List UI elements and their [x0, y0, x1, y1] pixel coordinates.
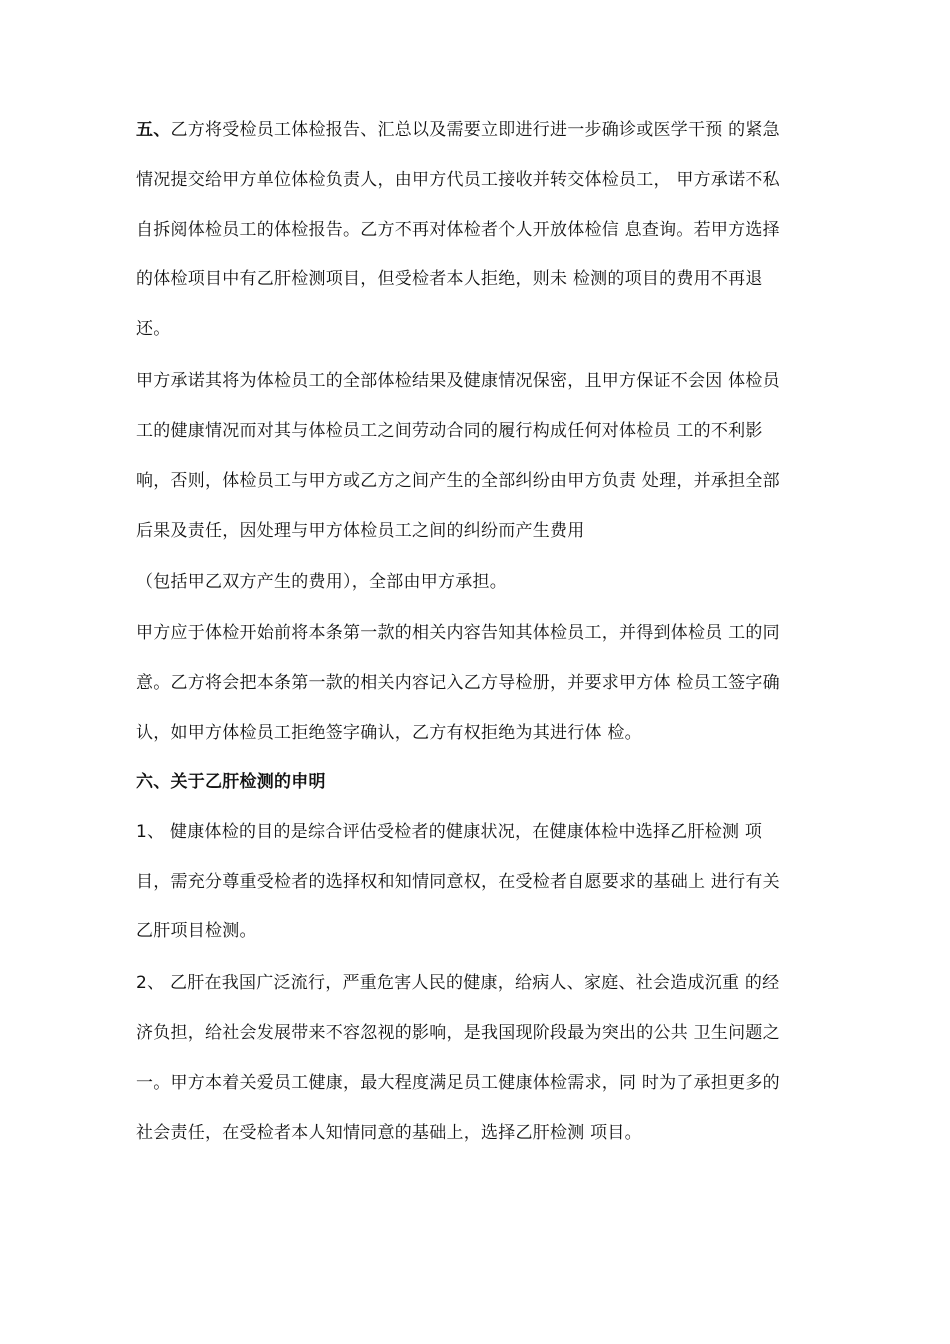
item-1-line-3: [136, 919, 257, 943]
item-2-line-4: [136, 1121, 642, 1145]
section-5-line-1: [136, 118, 780, 142]
line-text: 目，需充分尊重受检者的选择权和知情同意权，在受检者自愿要求的基础上 进行有关: [136, 872, 780, 892]
line-text: 的体检项目中有乙肝检测项目，但受检者本人拒绝，则未 检测的项目的费用不再退: [136, 269, 763, 289]
line-text: 2、 乙肝在我国广泛流行，严重危害人民的健康，给病人、家庭、社会造成沉重 的经: [136, 973, 780, 993]
item-1-line-1: [136, 820, 762, 844]
line-text: 一。甲方本着关爱员工健康，最大程度满足员工健康体检需求，同 时为了承担更多的: [136, 1073, 780, 1093]
confidentiality-line-3: [136, 469, 780, 493]
confidentiality-line-2: [136, 419, 763, 443]
line-text: 后果及责任，因处理与甲方体检员工之间的纠纷而产生费用: [136, 521, 585, 541]
item-2-line-1: [136, 971, 779, 995]
section-5-heading: 五、: [136, 120, 171, 140]
line-text: 乙肝项目检测。: [136, 921, 257, 941]
notice-line-1: [136, 621, 780, 645]
line-text: 工的健康情况而对其与体检员工之间劳动合同的履行构成任何对体检员 工的不利影: [136, 421, 763, 441]
section-5-line-2: [136, 168, 780, 192]
item-2-line-2: [136, 1021, 780, 1045]
line-text: 认，如甲方体检员工拒绝签字确认，乙方有权拒绝为其进行体 检。: [136, 723, 642, 743]
line-text: 自拆阅体检员工的体检报告。乙方不再对体检者个人开放体检信 息查询。若甲方选择: [136, 220, 780, 240]
notice-line-2: [136, 671, 780, 695]
line-text: 济负担，给社会发展带来不容忽视的影响，是我国现阶段最为突出的公共 卫生问题之: [136, 1023, 780, 1043]
section-6-heading: [136, 770, 326, 794]
line-text: 甲方承诺其将为体检员工的全部体检结果及健康情况保密，且甲方保证不会因 体检员: [136, 371, 780, 391]
confidentiality-line-1: [136, 369, 780, 393]
confidentiality-line-4: [136, 519, 585, 543]
line-text: 乙方将受检员工体检报告、汇总以及需要立即进行进一步确诊或医学干预 的紧急: [170, 120, 780, 140]
heading-text: 六、关于乙肝检测的申明: [136, 772, 326, 792]
item-1-line-2: [136, 870, 780, 894]
line-text: 情况提交给甲方单位体检负责人，由甲方代员工接收并转交体检员工， 甲方承诺不私: [136, 170, 780, 190]
line-text: 意。乙方将会把本条第一款的相关内容记入乙方导检册，并要求甲方体 检员工签字确: [136, 673, 780, 693]
section-5-line-3: [136, 218, 780, 242]
line-text: 1、 健康体检的目的是综合评估受检者的健康状况，在健康体检中选择乙肝检测 项: [136, 822, 763, 842]
line-text: 响，否则，体检员工与甲方或乙方之间产生的全部纠纷由甲方负责 处理，并承担全部: [136, 471, 780, 491]
line-text: 社会责任，在受检者本人知情同意的基础上，选择乙肝检测 项目。: [136, 1123, 642, 1143]
line-text: 甲方应于体检开始前将本条第一款的相关内容告知其体检员工，并得到体检员 工的同: [136, 623, 780, 643]
confidentiality-line-5: [136, 570, 507, 594]
line-text: 还。: [136, 319, 171, 339]
notice-line-3: [136, 721, 642, 745]
line-text: （包括甲乙双方产生的费用），全部由甲方承担。: [136, 572, 507, 592]
item-2-line-3: [136, 1071, 780, 1095]
section-5-line-4: [136, 267, 763, 291]
section-5-line-5: [136, 317, 171, 341]
